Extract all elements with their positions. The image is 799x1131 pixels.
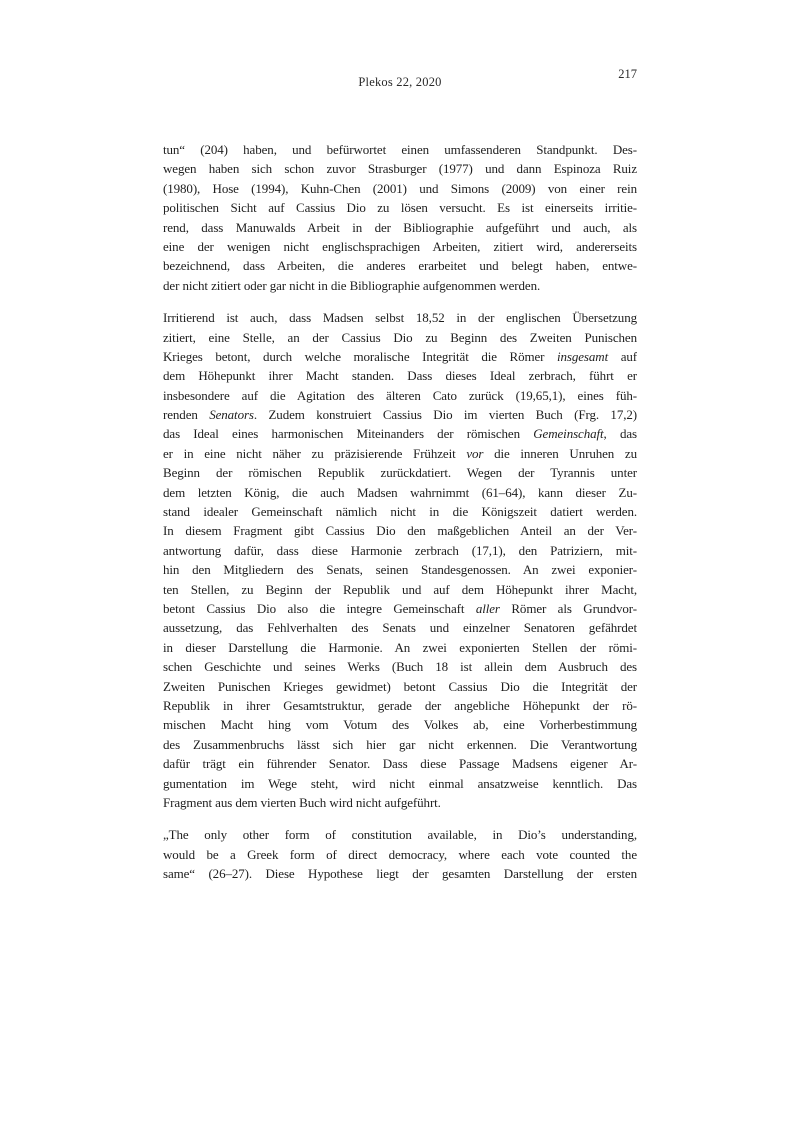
text-line (163, 256, 637, 275)
body-text: politischen Sicht auf Cassius Dio zu lösen versucht. Es ist einerseits irritie- (163, 200, 637, 216)
body-text: ten Stellen, zu Beginn der Republik und auf dem Höhepunkt ihrer Macht, (163, 581, 637, 597)
text-line (163, 754, 637, 773)
body-text: Republik in ihrer Gesamtstruktur, gerade der angebliche Höhepunkt der rö- (163, 697, 637, 713)
paragraph (163, 825, 637, 883)
text-line (163, 159, 637, 178)
body-text: Beginn der römischen Republik zurückdatiert. Wegen der Tyrannis unter (163, 465, 637, 481)
text-line (163, 463, 637, 482)
body-text: das Ideal eines harmonischen Miteinanders der römischen (163, 426, 534, 442)
text-line (163, 845, 637, 864)
text-line (163, 696, 637, 715)
body-text: des Zusammenbruchs lässt sich hier gar nicht erkennen. Die Verantwortung (163, 736, 637, 752)
body-text: schen Geschichte und seines Werks (Buch 18 ist allein dem Ausbruch des (163, 659, 637, 675)
body-text: bezeichnend, dass Arbeiten, die anderes erarbeitet und belegt haben, entwe- (163, 258, 637, 274)
body-text: stand idealer Gemeinschaft nämlich nicht in die Königszeit datiert werden. (163, 504, 637, 520)
body-text: renden (163, 407, 210, 423)
text-line (163, 483, 637, 502)
body-text: would be a Greek form of direct democracy, where each vote counted the (163, 846, 637, 862)
body-text: mischen Macht hing vom Votum des Volkes ab, eine Vorherbestimmung (163, 717, 637, 733)
body-text: die inneren Unruhen zu (483, 445, 637, 461)
running-head: Plekos 22, 2020 (358, 75, 442, 89)
body-text: Krieges betont, durch welche moralische Integrität die Römer (163, 348, 557, 364)
text-line (163, 424, 637, 443)
italic-text: Senators (209, 407, 254, 423)
body-text: Fragment aus dem vierten Buch wird nicht aufgeführt. (163, 794, 441, 810)
body-text: dafür trägt ein führender Senator. Dass diese Passage Madsens eigener Ar- (163, 756, 637, 772)
body-text: „The only other form of constitution available, in Dio’s understanding, (163, 827, 637, 843)
text-line (163, 140, 637, 159)
text-line (163, 618, 637, 637)
text-line (163, 502, 637, 521)
body-text: insbesondere auf die Agitation des älteren Cato zurück (19,65,1), eines füh- (163, 387, 637, 403)
body-text: antwortung dafür, dass diese Harmonie zerbrach (17,1), den Patriziern, mit- (163, 542, 637, 558)
body-text: tun“ (204) haben, und befürwortet einen umfassenderen Standpunkt. Des- (163, 142, 637, 157)
text-line (163, 560, 637, 579)
body-text: , das (603, 426, 637, 442)
text-line (163, 308, 637, 327)
text-line (163, 366, 637, 385)
text-line (163, 825, 637, 844)
text-line (163, 237, 637, 256)
body-text: aussetzung, das Fehlverhalten des Senats und einzelner Senatoren gefährdet (163, 620, 637, 636)
body-text: In diesem Fragment gibt Cassius Dio den maßgeblichen Anteil an der Ver- (163, 523, 637, 539)
body-text: gumentation im Wege steht, wird nicht einmal ansatzweise kenntlich. Das (163, 775, 637, 791)
body-text: (1980), Hose (1994), Kuhn-Chen (2001) und Simons (2009) von einer rein (163, 180, 637, 196)
text-line (163, 276, 637, 295)
italic-text: aller (475, 600, 500, 616)
text-line (163, 198, 637, 217)
text-line (163, 521, 637, 540)
body-text: hin den Mitgliedern des Senats, seinen Standesgenossen. An zwei exponier- (163, 562, 637, 578)
text-line (163, 864, 637, 883)
body-text: betont Cassius Dio also die integre Gemeinschaft (163, 600, 476, 616)
text-line (163, 715, 637, 734)
text-line (163, 677, 637, 696)
text-line (163, 444, 637, 463)
paragraph (163, 140, 637, 295)
article-body (163, 140, 637, 883)
body-text: er in eine nicht näher zu präzisierende Frühzeit (163, 445, 467, 461)
text-line (163, 347, 637, 366)
text-line (163, 638, 637, 657)
text-line (163, 793, 637, 812)
text-line (163, 580, 637, 599)
text-line (163, 328, 637, 347)
text-line (163, 405, 637, 424)
body-text: Irritierend ist auch, dass Madsen selbst 18,52 in der englischen Übersetzung (163, 310, 637, 326)
text-line (163, 386, 637, 405)
body-text: auf (608, 348, 637, 364)
italic-text: vor (466, 445, 484, 461)
text-line (163, 541, 637, 560)
body-text: Römer als Grundvor- (499, 600, 637, 616)
body-text: dem Höhepunkt ihrer Macht standen. Dass dieses Ideal zerbrach, führt er (163, 368, 637, 384)
italic-text: insgesamt (556, 348, 609, 364)
paragraph (163, 308, 637, 812)
text-line (163, 657, 637, 676)
text-line (163, 774, 637, 793)
body-text: . Zudem konstruiert Cassius Dio im vierten Buch (Frg. 17,2) (253, 407, 637, 423)
page-number: 217 (618, 67, 637, 81)
text-line (163, 179, 637, 198)
body-text: zitiert, eine Stelle, an der Cassius Dio zu Beginn des Zweiten Punischen (163, 329, 637, 345)
body-text: same“ (26–27). Diese Hypothese liegt der gesamten Darstellung der ersten (163, 866, 637, 882)
italic-text: Gemeinschaft (533, 426, 604, 442)
body-text: eine der wenigen nicht englischsprachigen Arbeiten, zitiert wird, andererseits (163, 238, 637, 254)
text-line (163, 735, 637, 754)
text-line (163, 599, 637, 618)
body-text: wegen haben sich schon zuvor Strasburger (1977) und dann Espinoza Ruiz (163, 161, 637, 177)
body-text: rend, dass Manuwalds Arbeit in der Bibliographie aufgeführt und auch, als (163, 219, 637, 235)
text-line (163, 218, 637, 237)
body-text: in dieser Darstellung die Harmonie. An zwei exponierten Stellen der römi- (163, 639, 637, 655)
body-text: der nicht zitiert oder gar nicht in die Bibliographie aufgenommen werden. (163, 277, 541, 293)
body-text: dem letzten König, die auch Madsen wahrnimmt (61–64), kann dieser Zu- (163, 484, 637, 500)
body-text: Zweiten Punischen Krieges gewidmet) betont Cassius Dio die Integrität der (163, 678, 637, 694)
